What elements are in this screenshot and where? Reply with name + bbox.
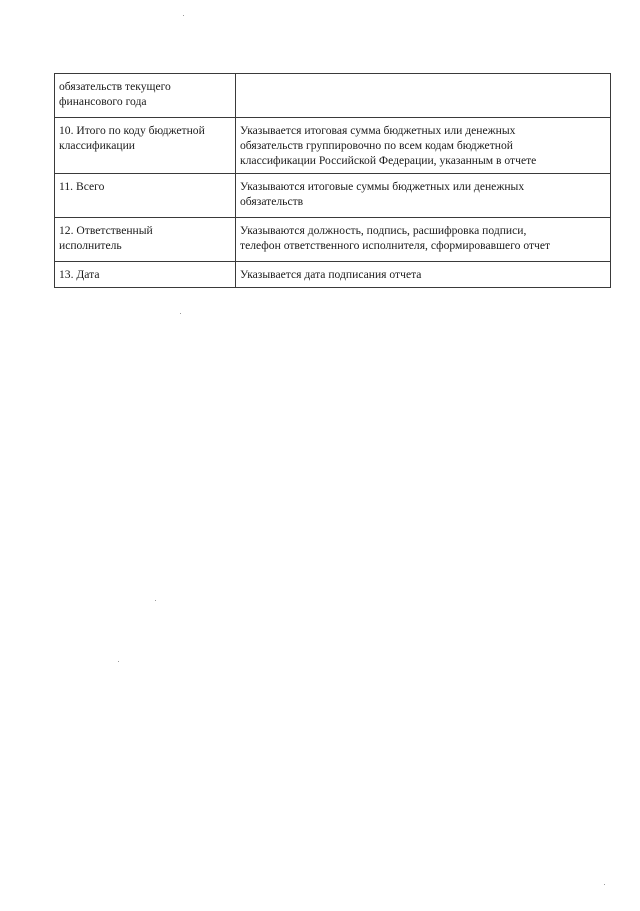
description-cell: Указывается дата подписания отчета (236, 262, 611, 288)
table-row (55, 118, 611, 174)
scan-speck (180, 313, 181, 314)
field-cell: 10. Итого по коду бюджетной классификации (55, 118, 236, 174)
description-cell: Указывается итоговая сумма бюджетных или денежных обязательств группировочно по всем кодам бюджетной классификации Российской Федерации, указанным в отчете (236, 118, 611, 174)
table-row (55, 74, 611, 118)
field-cell: 13. Дата (55, 262, 236, 288)
description-table (54, 73, 611, 288)
field-cell: 11. Всего (55, 174, 236, 218)
scan-speck (183, 15, 184, 16)
table-row (55, 262, 611, 288)
scan-speck (604, 884, 605, 885)
table-row (55, 218, 611, 262)
scan-speck (155, 600, 156, 601)
description-cell (236, 74, 611, 118)
table-row (55, 174, 611, 218)
scan-speck (118, 661, 119, 662)
description-cell: Указываются должность, подпись, расшифровка подписи, телефон ответственного исполнителя, сформировавшего отчет (236, 218, 611, 262)
field-cell: 12. Ответственный исполнитель (55, 218, 236, 262)
field-cell: обязательств текущего финансового года (55, 74, 236, 118)
description-cell: Указываются итоговые суммы бюджетных или денежных обязательств (236, 174, 611, 218)
